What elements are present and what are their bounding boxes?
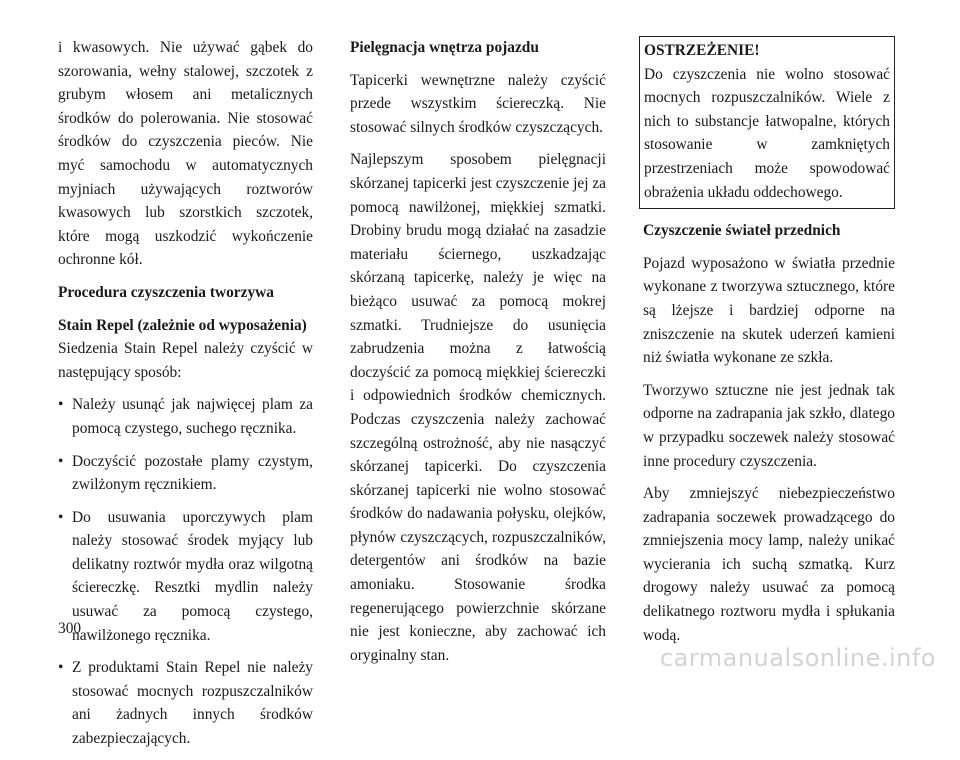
column-middle xyxy=(350,36,606,676)
column-right xyxy=(643,36,895,656)
bullet-item: • Należy usunąć jak najwięcej plam za pomocą czystego, suchego ręcznika. xyxy=(58,393,313,440)
stain-repel-bullet-list xyxy=(58,393,313,750)
bullet-item: • Doczyścić pozostałe plamy czystym, zwilżonym ręcznikiem. xyxy=(58,450,313,497)
headlamp-paragraph-1: Pojazd wyposażono w światła przednie wykonane z tworzywa sztucznego, które są lżejsze i bardziej odporne na zniszczenie na skutek uderzeń kamieni niż światła wykonane ze szkła. xyxy=(643,254,895,367)
warning-text: Do czyszczenia nie wolno stosować mocnych rozpuszczalników. Wiele z nich to substancje łatwopalne, których stosowanie w zamkniętych przestrzeniach może spowodować obrażenia układu oddechowego. xyxy=(644,65,890,201)
section-heading-stain-repel-line2: Stain Repel (zależnie od wyposażenia) xyxy=(58,316,307,334)
column-left xyxy=(58,36,313,760)
headlamp-paragraph-2: Tworzywo sztuczne nie jest jednak tak odporne na zadrapania jak szkło, dlatego w przypadku soczewek należy stosować inne procedury czyszczenia. xyxy=(643,381,895,470)
intro-paragraph: i kwasowych. Nie używać gąbek do szorowania, wełny stalowej, szczotek z grubym włosem ani metalicznych środków do polerowania. Nie stosować środków do czyszczenia pieców. Nie myć samochodu w automatycznych myjniach używających roztworów kwasowych lub szorstkich szczotek, które mogą uszkodzić wykończenie ochronne kół. xyxy=(58,39,313,269)
section-heading-stain-repel-line1: Procedura czyszczenia tworzywa xyxy=(58,283,274,301)
interior-care-paragraph-2: Najlepszym sposobem pielęgnacji skórzanej tapicerki jest czyszczenie jej za pomocą nawilżonej, miękkiej szmatki. Drobiny brudu mogą działać na zasadzie materiału ściernego, uszkadzając skórzaną tapicerkę, należy je więc na bieżąco usuwać za pomocą mokrej szmatki. Trudniejsze do usunięcia zabrudzenia można z łatwością doczyścić za pomocą miękkiej ściereczki i odpowiednich środków chemicznych. Podczas czyszczenia należy zachować szczególną ostrożność, aby nie nasączyć skórzanej tapicerki. Do czyszczenia skórzanej tapicerki nie wolno stosować środków do nadawania połysku, olejków, płynów czyszczących, rozpuszczalników, detergentów ani środków na bazie amoniaku. Stosowanie środka regenerującego powierzchnie skórzane nie jest konieczne, aby zachować ich oryginalny stan. xyxy=(350,151,606,664)
watermark: carmanualsonline.info xyxy=(659,644,936,672)
stain-repel-lead: Siedzenia Stain Repel należy czyścić w następujący sposób: xyxy=(58,340,313,381)
page-number: 300 xyxy=(58,620,82,637)
bullet-item: • Do usuwania uporczywych plam należy stosować środek myjący lub delikatny roztwór mydła oraz wilgotną ściereczkę. Resztki mydlin należy usuwać za pomocą czystego, nawilżonego ręcznika. xyxy=(58,506,313,648)
warning-box xyxy=(639,36,895,209)
warning-title: OSTRZEŻENIE! xyxy=(644,42,760,59)
interior-care-paragraph-1: Tapicerki wewnętrzne należy czyścić przede wszystkim ściereczką. Nie stosować silnych środków czyszczących. xyxy=(350,71,606,136)
section-heading-headlamp-cleaning: Czyszczenie świateł przednich xyxy=(643,222,841,240)
section-heading-interior-care: Pielęgnacja wnętrza pojazdu xyxy=(350,39,539,56)
bullet-item: • Z produktami Stain Repel nie należy stosować mocnych rozpuszczalników ani żadnych innych środków zabezpieczających. xyxy=(58,656,313,750)
headlamp-paragraph-3: Aby zmniejszyć niebezpieczeństwo zadrapania soczewek prowadzącego do zmniejszenia mocy lamp, należy unikać wycierania ich suchą szmatką. Kurz drogowy należy usuwać za pomocą delikatnego roztworu mydła i spłukania wodą. xyxy=(643,485,895,644)
